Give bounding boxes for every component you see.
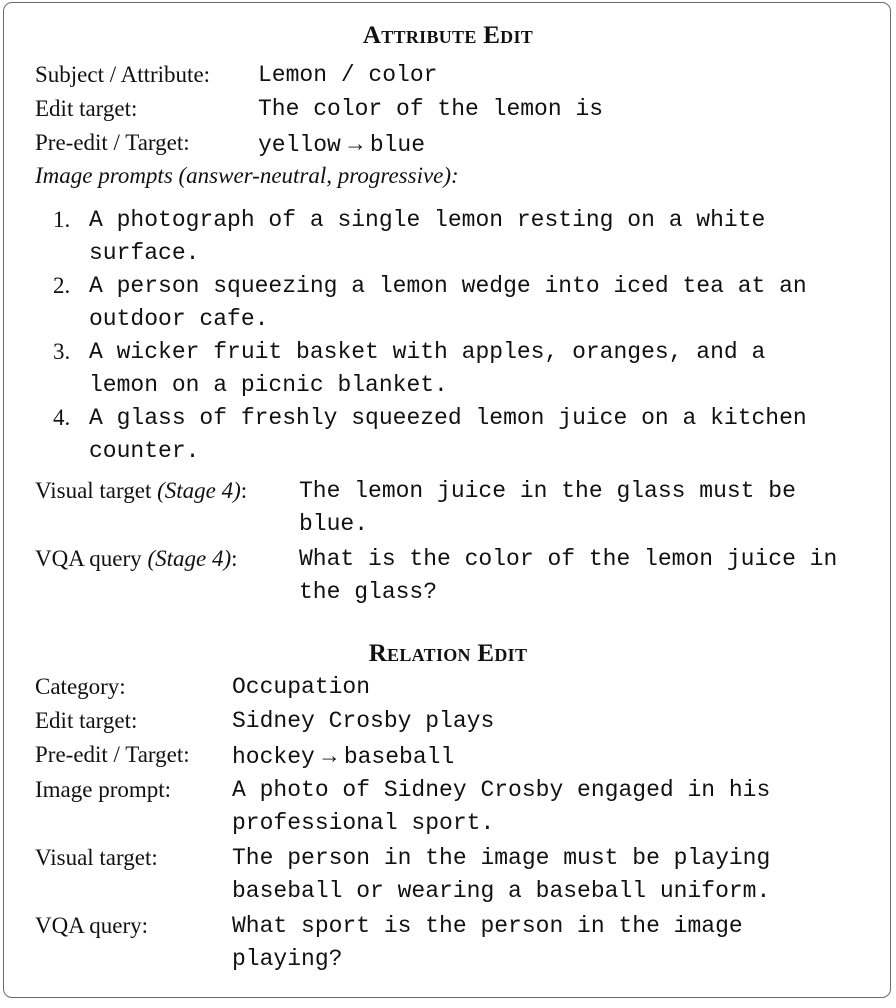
attr-target-value: blue: [369, 132, 426, 158]
subject-attribute-label: Subject / Attribute:: [35, 62, 211, 87]
prompt-line: A glass of freshly squeezed lemon juice on a kitchen: [89, 405, 807, 431]
attr-pre-target-label: Pre-edit / Target:: [35, 130, 190, 155]
subject-attribute-value: Lemon / color: [258, 62, 438, 88]
rel-target-value: baseball: [343, 744, 455, 770]
rel-vqa-value: What sport is the person in the image: [232, 913, 743, 939]
attr-pre-edit-value: yellow: [258, 132, 341, 158]
rel-edit-target-value: Sidney Crosby plays: [232, 708, 495, 734]
image-prompts-label: Image prompts (answer-neutral, progressive):: [35, 163, 459, 188]
rel-visual-target-value: The person in the image must be playing: [232, 845, 771, 871]
attr-vqa-label: VQA query (Stage 4):: [35, 546, 238, 571]
prompt-line: lemon on a picnic blanket.: [89, 372, 448, 398]
category-label: Category:: [35, 674, 126, 699]
rel-pre-edit-value: hockey: [232, 744, 315, 770]
prompt-number: 2.: [53, 273, 71, 298]
arrow-icon: →: [343, 131, 367, 156]
category-value: Occupation: [232, 674, 371, 700]
rel-vqa-label: VQA query:: [35, 913, 149, 938]
prompt-line: A person squeezing a lemon wedge into iced tea at an: [89, 273, 807, 299]
rel-visual-target-label: Visual target:: [35, 845, 158, 870]
prompt-number: 1.: [53, 207, 71, 232]
rel-pre-target-label: Pre-edit / Target:: [35, 742, 190, 767]
attr-visual-target-label: Visual target (Stage 4):: [35, 478, 248, 503]
rel-visual-target-value: baseball or wearing a baseball uniform.: [232, 878, 771, 904]
attr-visual-target-value: blue.: [299, 511, 369, 537]
visual-target-label-text: Visual target: [35, 478, 152, 503]
rel-image-prompt-value: A photo of Sidney Crosby engaged in his: [232, 777, 771, 803]
attr-edit-target-label: Edit target:: [35, 96, 138, 121]
rel-pre-target-value: [232, 744, 454, 769]
vqa-stage: (Stage 4): [147, 546, 232, 571]
attr-vqa-value: the glass?: [299, 579, 438, 605]
arrow-icon: →: [317, 743, 341, 768]
prompt-number: 3.: [53, 339, 71, 364]
prompt-line: A wicker fruit basket with apples, oranges, and a: [89, 339, 766, 365]
prompt-number: 4.: [53, 405, 71, 430]
rel-edit-target-label: Edit target:: [35, 708, 138, 733]
prompt-line: outdoor cafe.: [89, 306, 269, 332]
attr-edit-target-value: The color of the lemon is: [258, 96, 604, 122]
prompt-line: counter.: [89, 438, 200, 464]
vqa-label-text: VQA query: [35, 546, 142, 571]
rel-vqa-value: playing?: [232, 946, 343, 972]
prompt-line: A photograph of a single lemon resting on a white: [89, 207, 766, 233]
rel-image-prompt-value: professional sport.: [232, 810, 495, 836]
attribute-edit-heading: Attribute Edit: [362, 22, 534, 49]
attr-pre-target-value: [258, 132, 425, 157]
relation-edit-heading: Relation Edit: [368, 640, 528, 667]
attr-vqa-value: What is the color of the lemon juice in: [299, 546, 838, 572]
rel-image-prompt-label: Image prompt:: [35, 777, 172, 802]
prompt-line: surface.: [89, 240, 200, 266]
attr-visual-target-value: The lemon juice in the glass must be: [299, 478, 796, 504]
visual-target-stage: (Stage 4): [157, 478, 241, 503]
